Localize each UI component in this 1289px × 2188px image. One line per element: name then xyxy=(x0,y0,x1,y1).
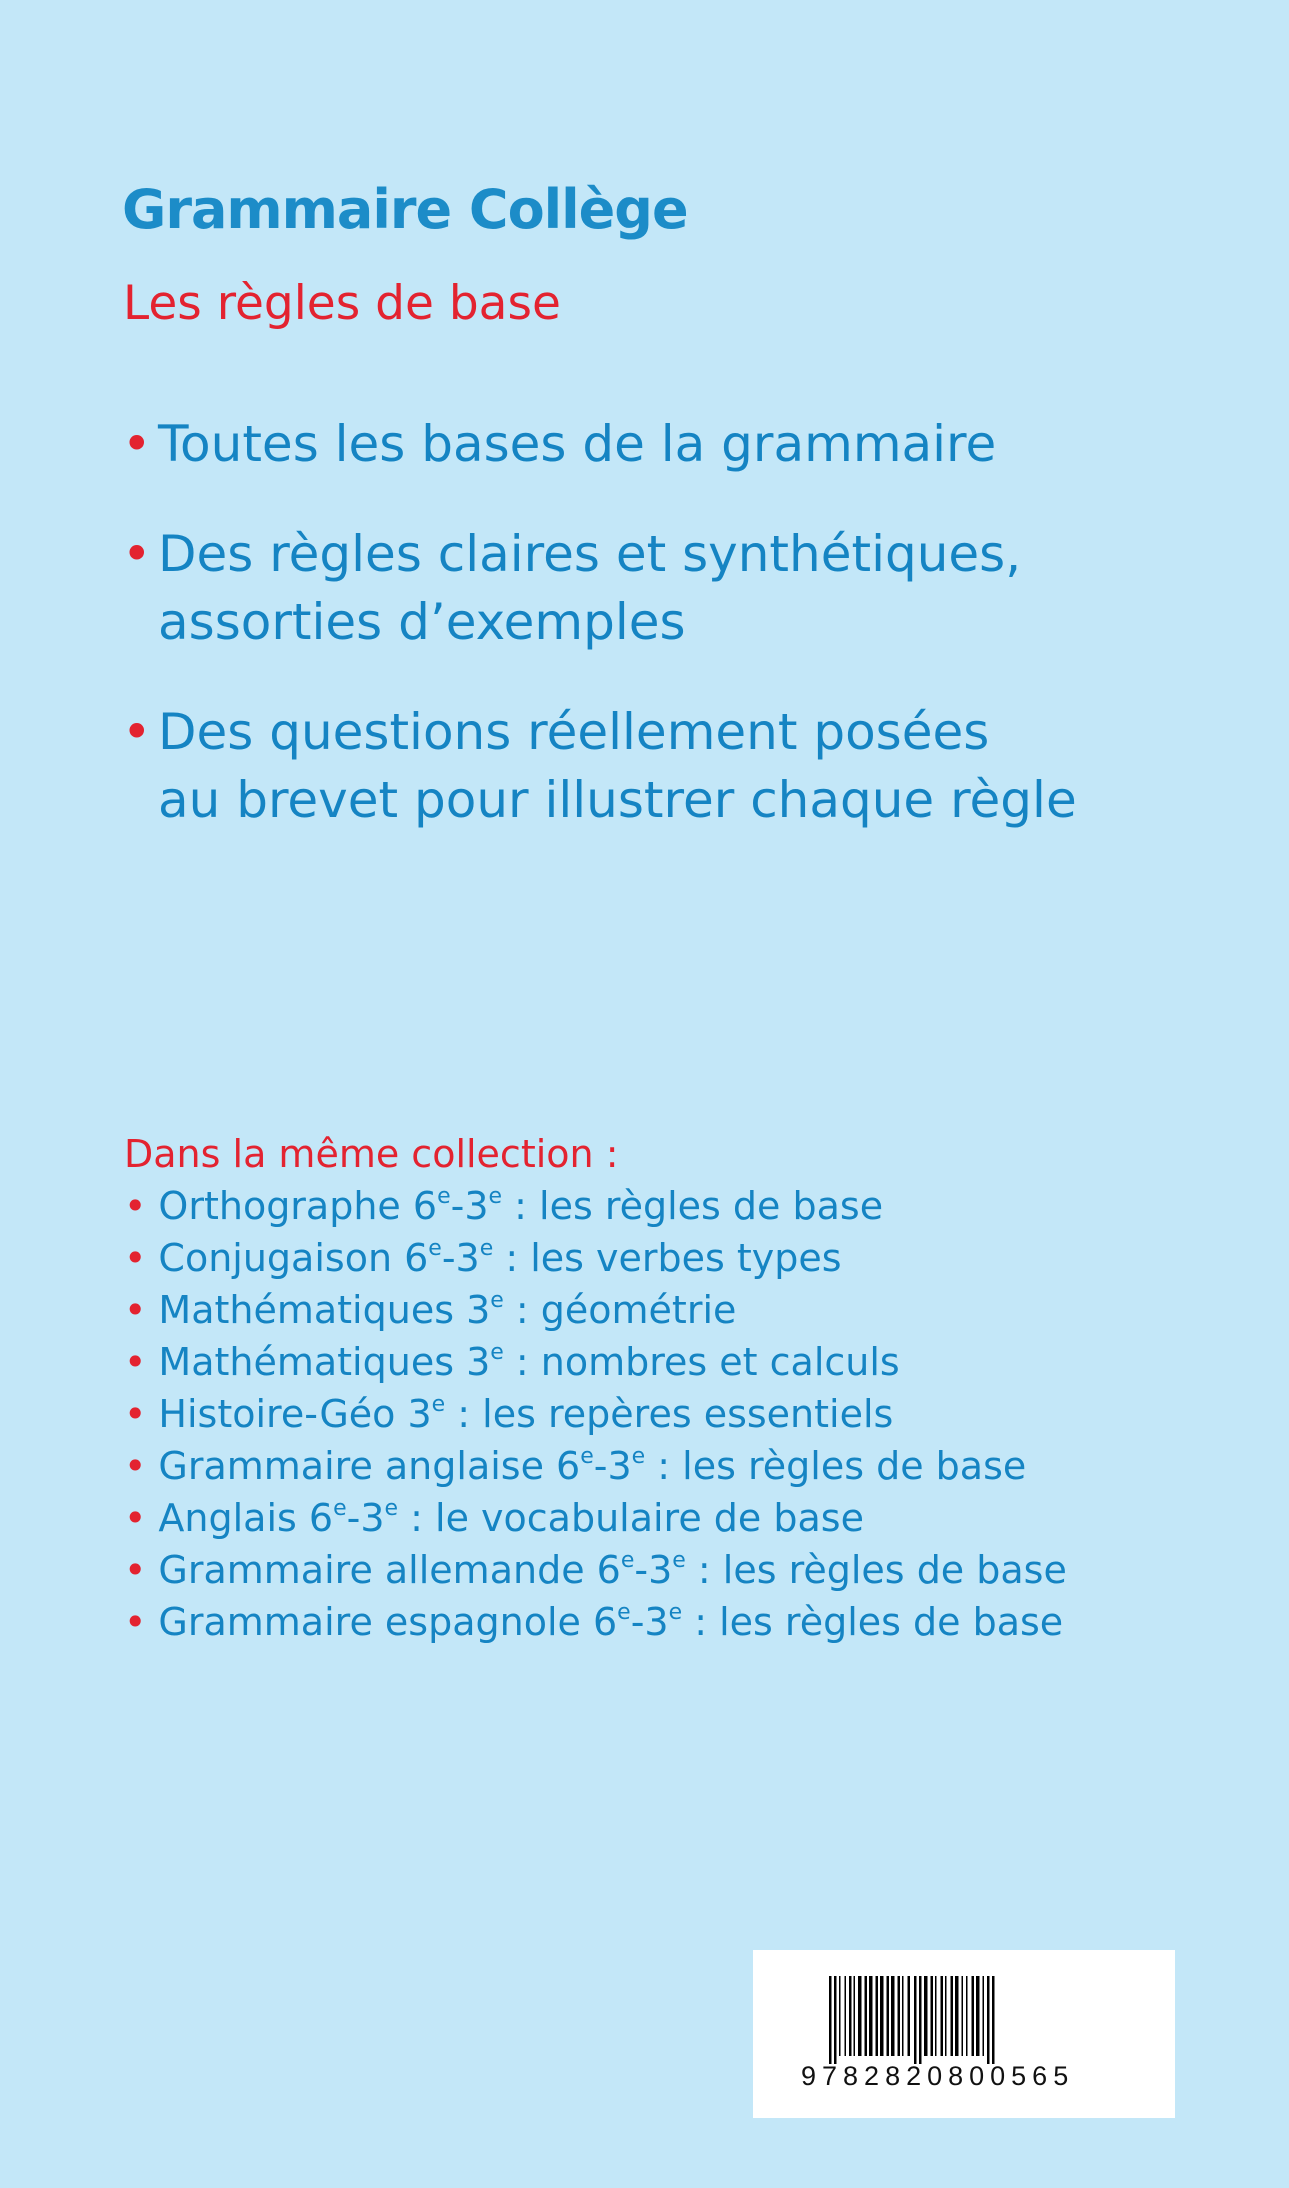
item-text: Grammaire allemande 6 xyxy=(158,1548,621,1592)
feature-item xyxy=(122,410,1262,478)
item-text: : le vocabulaire de base xyxy=(398,1496,864,1540)
collection-item xyxy=(124,1492,1274,1544)
bullet-icon: • xyxy=(124,1340,147,1384)
barcode-bar xyxy=(876,1976,879,2056)
collection-item xyxy=(124,1232,1274,1284)
item-text: : les verbes types xyxy=(493,1236,842,1280)
superscript: e xyxy=(384,1496,399,1521)
collection-item xyxy=(124,1596,1274,1648)
bullet-icon: • xyxy=(124,1496,147,1540)
feature-line: Toutes les bases de la grammaire xyxy=(158,415,997,473)
book-title: Grammaire Collège xyxy=(122,178,688,241)
item-text: Grammaire espagnole 6 xyxy=(158,1600,618,1644)
barcode-bar xyxy=(908,1976,911,2056)
barcode-bar xyxy=(962,1976,964,2056)
barcode-bar xyxy=(891,1976,895,2056)
barcode-bar xyxy=(987,1976,990,2064)
feature-item xyxy=(122,520,1262,656)
barcode-bar xyxy=(834,1976,837,2064)
superscript: e xyxy=(437,1184,451,1209)
barcode-bar xyxy=(919,1976,922,2064)
superscript: e xyxy=(617,1600,631,1625)
feature-line: au brevet pour illustrer chaque règle xyxy=(158,771,1077,829)
book-subtitle: Les règles de base xyxy=(123,276,561,331)
bullet-icon: • xyxy=(124,1288,147,1332)
barcode-bar xyxy=(924,1976,928,2056)
item-text: : les règles de base xyxy=(685,1548,1067,1592)
superscript: e xyxy=(479,1236,494,1261)
item-text: : nombres et calculs xyxy=(503,1340,900,1384)
feature-line: Des règles claires et synthétiques, xyxy=(158,525,1022,583)
feature-line: assorties d’exemples xyxy=(158,593,686,651)
isbn-number: 9782820800565 xyxy=(801,2061,1075,2091)
item-text: -3 xyxy=(450,1184,489,1228)
collection-item xyxy=(124,1336,1274,1388)
collection-heading: Dans la même collection : xyxy=(124,1132,619,1176)
collection-item xyxy=(124,1180,1274,1232)
bullet-icon: • xyxy=(124,1600,147,1644)
item-text: -3 xyxy=(630,1600,669,1644)
superscript: e xyxy=(580,1444,594,1469)
item-text: -3 xyxy=(593,1444,632,1488)
superscript: e xyxy=(490,1288,504,1313)
bullet-icon: • xyxy=(122,415,152,473)
item-text: : géométrie xyxy=(503,1288,737,1332)
item-text: Grammaire anglaise 6 xyxy=(158,1444,581,1488)
bullet-icon: • xyxy=(122,525,152,583)
item-text: : les règles de base xyxy=(682,1600,1064,1644)
barcode-bar xyxy=(972,1976,975,2056)
bullet-icon: • xyxy=(124,1184,147,1228)
bullet-icon: • xyxy=(124,1548,147,1592)
item-text: Orthographe 6 xyxy=(158,1184,438,1228)
bullet-icon: • xyxy=(124,1236,147,1280)
bullet-icon: • xyxy=(124,1444,147,1488)
item-text: Conjugaison 6 xyxy=(158,1236,429,1280)
collection-item xyxy=(124,1284,1274,1336)
item-text: : les repères essentiels xyxy=(445,1392,894,1436)
barcode-bar xyxy=(931,1976,934,2056)
barcode-bar xyxy=(829,1976,832,2064)
bullet-icon: • xyxy=(122,703,152,761)
item-text: -3 xyxy=(441,1236,480,1280)
superscript: e xyxy=(488,1184,503,1209)
superscript: e xyxy=(672,1548,686,1573)
superscript: e xyxy=(333,1496,347,1521)
barcode-bar xyxy=(966,1976,968,2056)
barcode-bar xyxy=(992,1976,995,2064)
barcode-bar xyxy=(914,1976,917,2064)
item-text: : les règles de base xyxy=(502,1184,884,1228)
feature-line: Des questions réellement posées xyxy=(158,703,990,761)
barcode-bar xyxy=(941,1976,944,2056)
item-text: Mathématiques 3 xyxy=(158,1288,491,1332)
superscript: e xyxy=(490,1340,504,1365)
barcode-bar xyxy=(955,1976,959,2056)
barcode-bar xyxy=(898,1976,901,2056)
barcode-bar xyxy=(845,1976,847,2056)
item-text: Mathématiques 3 xyxy=(158,1340,491,1384)
barcode-bar xyxy=(983,1976,985,2056)
superscript: e xyxy=(620,1548,635,1573)
barcode-bar xyxy=(880,1976,884,2056)
superscript: e xyxy=(668,1600,683,1625)
barcode-bar xyxy=(839,1976,841,2056)
features-list xyxy=(122,410,1262,876)
barcode-bar xyxy=(869,1976,873,2056)
item-text: -3 xyxy=(634,1548,673,1592)
collection-item xyxy=(124,1544,1274,1596)
barcode-bar xyxy=(935,1976,937,2056)
barcode-bar xyxy=(951,1976,954,2056)
barcode-bar xyxy=(865,1976,868,2056)
item-text: Anglais 6 xyxy=(158,1496,334,1540)
collection-item xyxy=(124,1388,1274,1440)
barcode-bars-icon xyxy=(829,1976,1129,2068)
bullet-icon: • xyxy=(124,1392,147,1436)
barcode-bar xyxy=(858,1976,862,2056)
barcode-bar xyxy=(849,1976,852,2056)
barcode xyxy=(753,1950,1175,2118)
collection-list xyxy=(124,1128,1274,1648)
barcode-bar xyxy=(887,1976,890,2056)
collection-item xyxy=(124,1440,1274,1492)
superscript: e xyxy=(631,1444,646,1469)
feature-item xyxy=(122,698,1262,834)
item-text: Histoire-Géo 3 xyxy=(158,1392,432,1436)
barcode-bar xyxy=(945,1976,947,2056)
superscript: e xyxy=(428,1236,442,1261)
barcode-bar xyxy=(854,1976,856,2056)
barcode-bar xyxy=(976,1976,980,2056)
item-text: : les règles de base xyxy=(645,1444,1027,1488)
superscript: e xyxy=(431,1392,446,1417)
barcode-bar xyxy=(902,1976,904,2056)
item-text: -3 xyxy=(346,1496,385,1540)
